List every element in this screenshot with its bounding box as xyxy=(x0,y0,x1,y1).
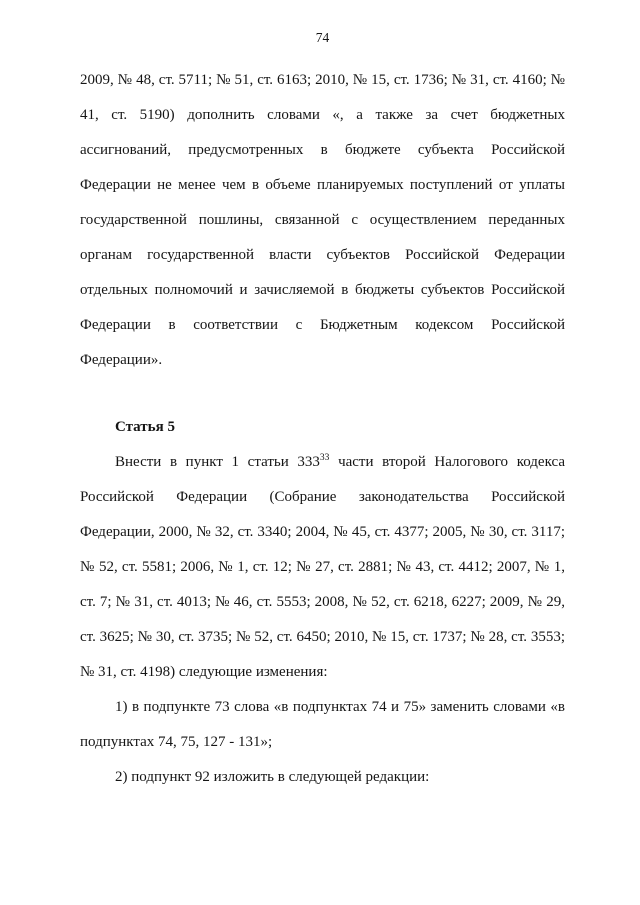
amendment-item-1: 1) в подпункте 73 слова «в подпунктах 74 и 75» заменить словами «в подпунктах 74, 75, 127 - 131»; xyxy=(80,699,565,750)
article-heading: Статья 5 xyxy=(115,419,175,435)
article-intro-paragraph xyxy=(80,445,565,690)
document-body xyxy=(80,63,565,795)
intro-text-start: Внести в пункт 1 статьи 333 xyxy=(115,454,320,470)
continuation-paragraph: 2009, № 48, ст. 5711; № 51, ст. 6163; 2010, № 15, ст. 1736; № 31, ст. 4160; № 41, ст. 5190) дополнить словами «, а также за счет бюджетных ассигнований, предусмотренных в бюджете субъекта Российской Федерации не менее чем в объеме планируемых поступлений от уплаты государственной пошлины, связанной с осуществлением переданных органам государственной власти субъектов Российской Федерации отдельных полномочий и зачисляемой в бюджеты субъектов Российской Федерации в соответствии с Бюджетным кодексом Российской Федерации». xyxy=(80,72,565,368)
amendment-item-2: 2) подпункт 92 изложить в следующей редакции: xyxy=(115,769,430,785)
statute-number-superscript: 33 xyxy=(319,453,330,463)
page-number: 74 xyxy=(315,30,330,45)
intro-text-end: части второй Налогового кодекса Российской Федерации (Собрание законодательства Российской Федерации, 2000, № 32, ст. 3340; 2004, № 45, ст. 4377; 2005, № 30, ст. 3117; № 52, ст. 5581; 2006, № 1, ст. 12; № 27, ст. 2881; № 43, ст. 4412; 2007, № 1, ст. 7; № 31, ст. 4013; № 46, ст. 5553; 2008, № 52, ст. 6218, 6227; 2009, № 29, ст. 3625; № 30, ст. 3735; № 52, ст. 6450; 2010, № 15, ст. 1737; № 28, ст. 3553; № 31, ст. 4198) следующие изменения: xyxy=(80,454,565,680)
